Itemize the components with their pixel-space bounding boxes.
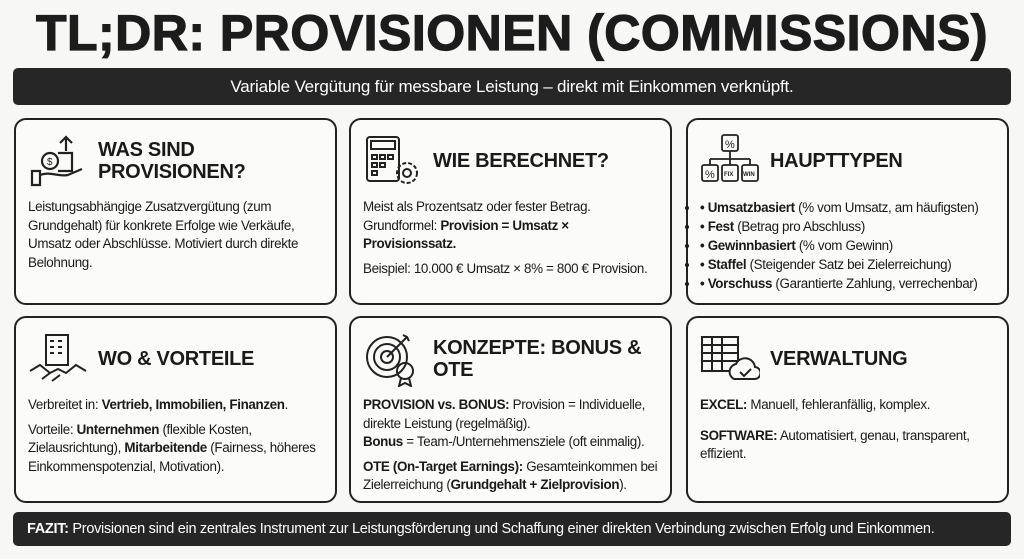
card-text: Meist als Prozentsatz oder fester Betrag.: [363, 199, 591, 214]
svg-text:%: %: [705, 169, 715, 181]
formula-label: Grundformel:: [363, 217, 441, 233]
conclusion-label: FAZIT:: [27, 521, 69, 537]
card-text: Leistungsabhängige Zusatzvergütung (zum Grundgehalt) für konkrete Erfolge wie Verkäufe, Umsatz oder Abschlüsse. Motiviert durch direkte Belohnung.: [28, 199, 299, 270]
conclusion-text: Provisionen sind ein zentrales Instrument zur Leistungsförderung und Schaffung einer direkten Verbindung zwischen Erfolg und Einkommen.: [68, 521, 935, 537]
card-heading: WIE BERECHNET?: [433, 150, 609, 172]
type-item: • • Gewinnbasiert (% vom Gewinn): [700, 236, 995, 255]
conclusion-banner: [13, 512, 1011, 546]
card-wo-vorteile: WO & VORTEILE Verbreitet in: Vertrieb, Immobilien, Finanzen. Vorteile: Unternehmen (flexible Kosten, Zielausrichtung), Mitarbeitende (Fairness, höheres Einkommenspotenzial, Motivation).: [14, 316, 337, 503]
spreadsheet-cloud-icon: [700, 331, 760, 387]
svg-text:$: $: [47, 157, 53, 168]
svg-text:WIN: WIN: [743, 172, 755, 178]
card-wie-berechnet: [349, 118, 672, 305]
card-haupttypen: [686, 118, 1009, 305]
money-hand-icon: [28, 133, 88, 189]
card-heading: WO & VORTEILE: [98, 348, 255, 370]
calculator-gear-icon: [363, 133, 423, 189]
target-award-icon: [363, 331, 423, 387]
type-item: • • Umsatzbasiert (% vom Umsatz, am häufigsten): [700, 198, 995, 217]
building-handshake-icon: [28, 331, 88, 387]
card-konzepte: KONZEPTE: BONUS & OTE PROVISION vs. BONUS: Provision = Individuelle, direkte Leistung (regelmäßig). Bonus = Team-/Unternehmensziele (oft einmalig). OTE (On-Target Earnings): Gesamteinkommen bei Zielerreichung (Grundgehalt + Zielprovision).: [349, 316, 672, 503]
card-was-sind: [14, 118, 337, 305]
card-heading: VERWALTUNG: [770, 348, 908, 370]
svg-text:FIX: FIX: [724, 172, 734, 178]
page-title: TL;DR: PROVISIONEN (COMMISSIONS): [35, 5, 989, 61]
type-item: • • Vorschuss (Garantierte Zahlung, verrechenbar): [700, 274, 995, 293]
type-item: • • Fest (Betrag pro Abschluss): [700, 217, 995, 236]
card-heading: KONZEPTE: BONUS & OTE: [433, 337, 642, 381]
formula: Provision = Umsatz × Provisionssatz.: [363, 217, 569, 251]
subtitle-banner: Variable Vergütung für messbare Leistung – direkt mit Einkommen verknüpft.: [13, 68, 1011, 105]
hierarchy-types-icon: [700, 133, 760, 189]
card-verwaltung: VERWALTUNG EXCEL: Manuell, fehleranfällig, komplex. SOFTWARE: Automatisiert, genau, transparent, effizient.: [686, 316, 1009, 503]
card-heading: WAS SIND PROVISIONEN?: [98, 139, 246, 183]
svg-text:%: %: [725, 139, 735, 151]
example: Beispiel: 10.000 € Umsatz × 8% = 800 € Provision.: [363, 260, 648, 276]
card-heading: HAUPTTYPEN: [770, 150, 903, 172]
type-item: • • Staffel (Steigender Satz bei Zielerreichung): [700, 255, 995, 274]
